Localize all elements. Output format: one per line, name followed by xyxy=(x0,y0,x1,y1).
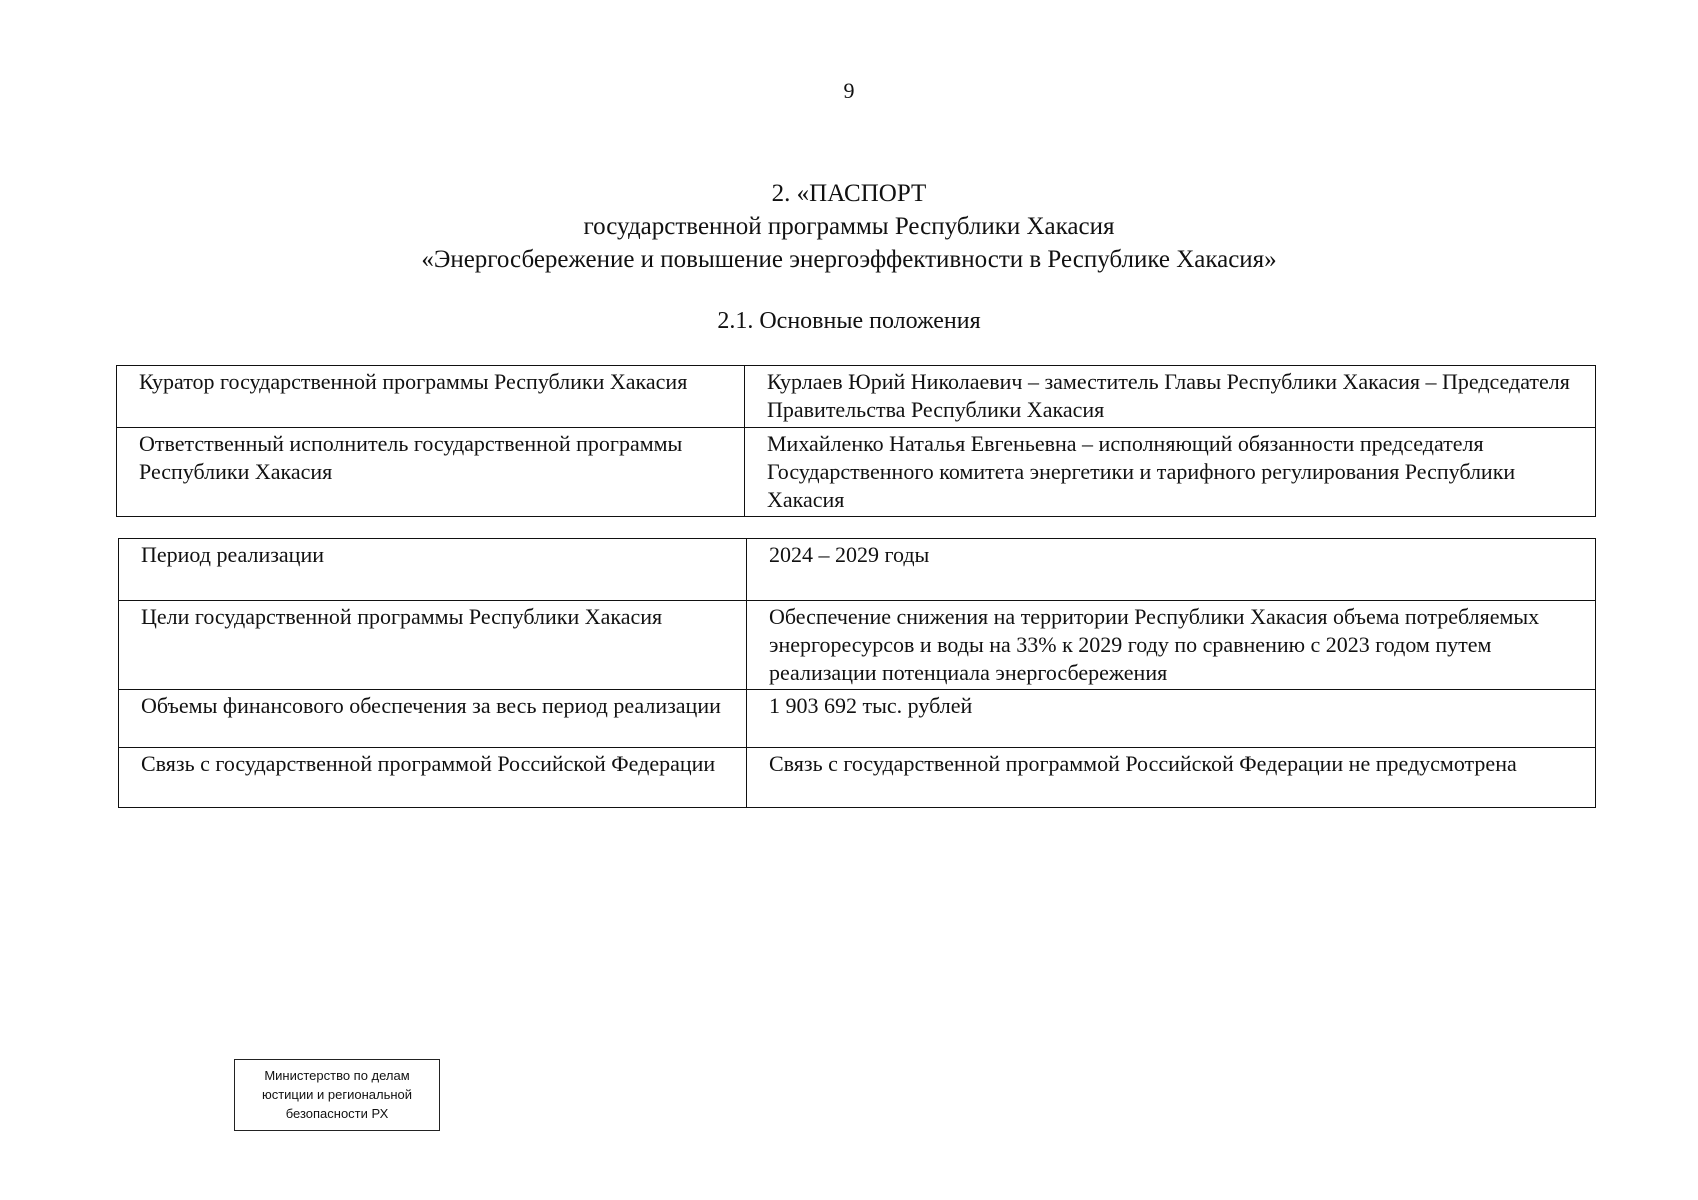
stamp-line-2: юстиции и региональной xyxy=(261,1087,413,1102)
stamp-line-1: Министерство по делам xyxy=(264,1068,410,1083)
table-row-federal-link xyxy=(119,748,1596,808)
passport-title: 2. «ПАСПОРТ xyxy=(771,180,927,207)
curator-label: Куратор государственной программы Республики Хакасия xyxy=(117,366,745,428)
table-row-goals xyxy=(119,601,1596,690)
executor-value: Михайленко Наталья Евгеньевна – исполняющий обязанности председателя Государственного комитета энергетики и тарифного регулирования Республики Хакасия xyxy=(745,428,1596,517)
program-name: «Энергосбережение и повышение энергоэффективности в Республике Хакасия» xyxy=(421,246,1277,273)
section-heading: 2.1. Основные положения xyxy=(717,308,981,334)
curator-value: Курлаев Юрий Николаевич – заместитель Главы Республики Хакасия – Председателя Правительства Республики Хакасия xyxy=(745,366,1596,428)
table-row-period xyxy=(119,539,1596,601)
funding-value: 1 903 692 тыс. рублей xyxy=(747,690,1596,748)
table-row-funding xyxy=(119,690,1596,748)
table-row-curator xyxy=(117,366,1596,428)
stamp-line-3: безопасности РХ xyxy=(285,1106,389,1121)
period-value: 2024 – 2029 годы xyxy=(747,539,1596,601)
table-row-executor xyxy=(117,428,1596,517)
federal-link-label: Связь с государственной программой Российской Федерации xyxy=(119,748,747,808)
goals-label: Цели государственной программы Республики Хакасия xyxy=(119,601,747,690)
federal-link-value: Связь с государственной программой Российской Федерации не предусмотрена xyxy=(747,748,1596,808)
passport-table-responsible xyxy=(116,365,1596,517)
ministry-stamp xyxy=(234,1059,440,1131)
program-subtitle: государственной программы Республики Хакасия xyxy=(583,213,1115,240)
page-number: 9 xyxy=(843,78,855,103)
passport-table-main xyxy=(118,538,1596,808)
goals-value: Обеспечение снижения на территории Республики Хакасия объема потребляемых энергоресурсов и воды на 33% к 2029 году по сравнению с 2023 годом путем реализации потенциала энергосбережения xyxy=(747,601,1596,690)
period-label: Период реализации xyxy=(119,539,747,601)
executor-label: Ответственный исполнитель государственной программы Республики Хакасия xyxy=(117,428,745,517)
funding-label: Объемы финансового обеспечения за весь период реализации xyxy=(119,690,747,748)
